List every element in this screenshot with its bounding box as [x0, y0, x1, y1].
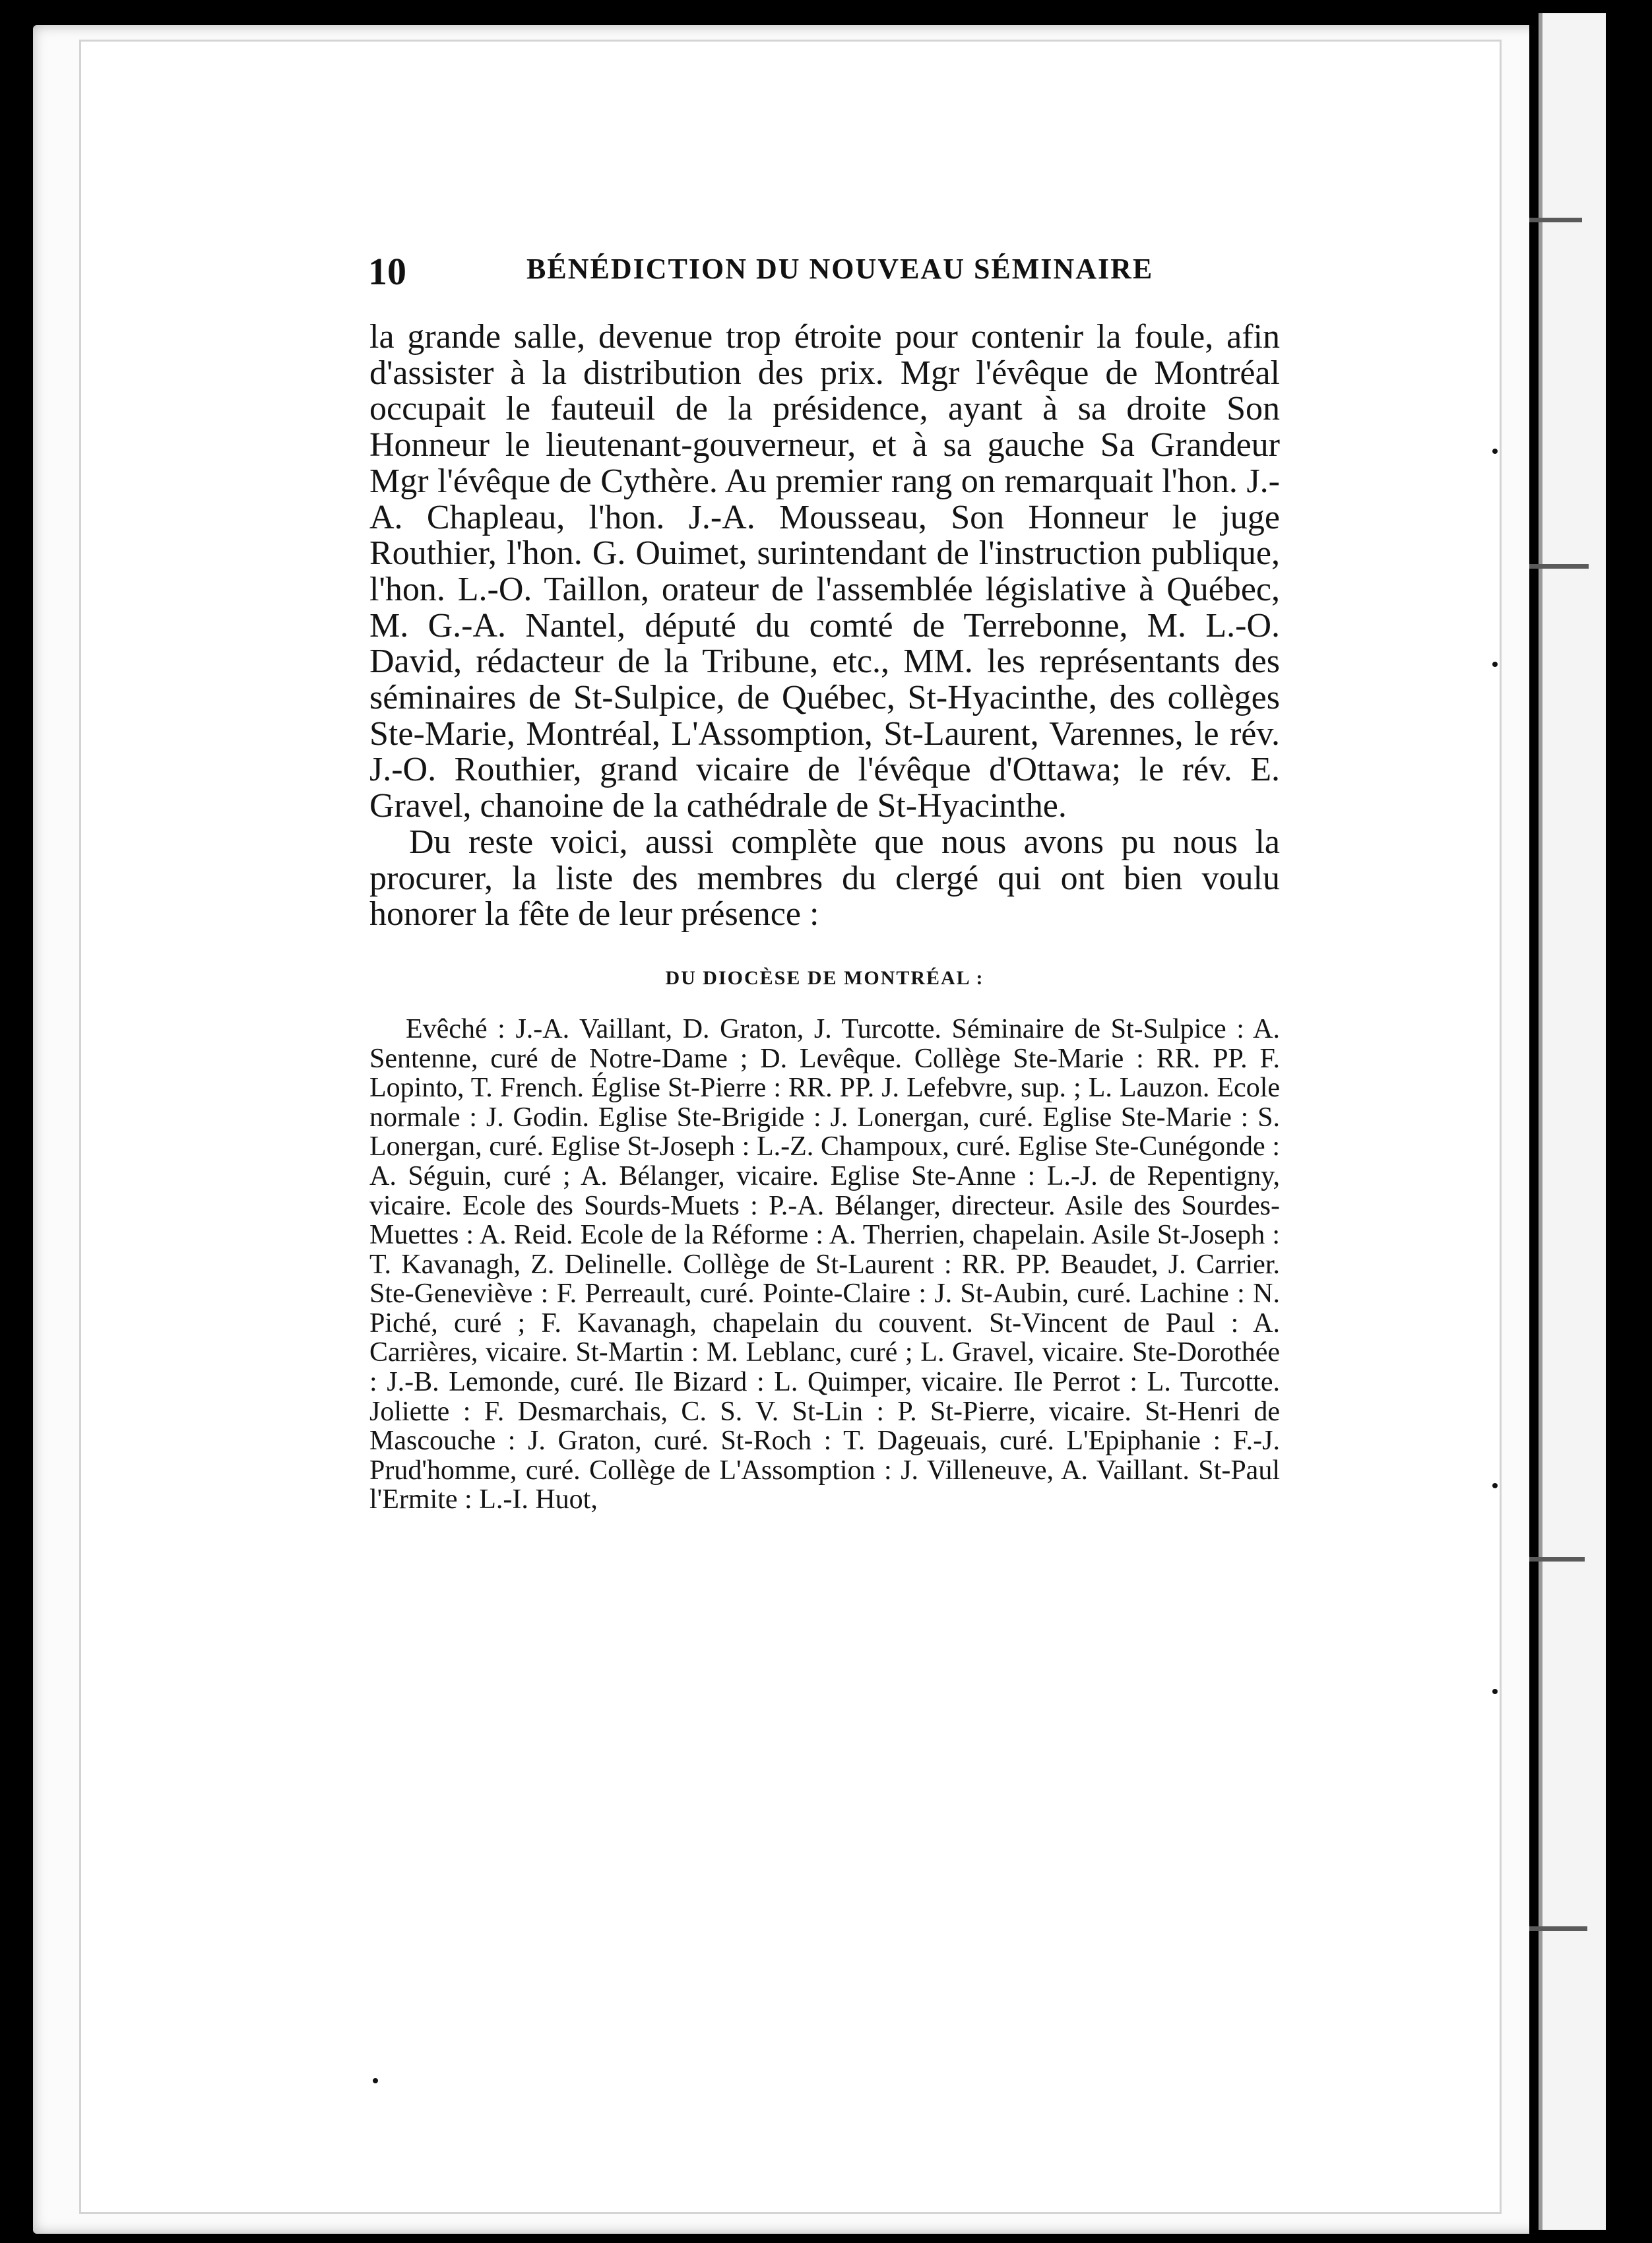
running-head	[368, 249, 1280, 293]
clergy-list: Evêché : J.-A. Vaillant, D. Graton, J. Turcotte. Séminaire de St-Sulpice : A. Sentenne, curé de Notre-Dame ; D. Levêque. Collège Ste-Marie : RR. PP. F. Lopinto, T. French. Église St-Pierre : RR. PP. J. Lefebvre, sup. ; L. Lauzon. Ecole normale : J. Godin. Eglise Ste-Brigide : J. Lonergan, curé. Eglise Ste-Marie : S. Lonergan, curé. Eglise St-Joseph : L.-Z. Champoux, curé. Eglise Ste-Cunégonde : A. Séguin, curé ; A. Bélanger, vicaire. Eglise Ste-Anne : L.-J. de Repentigny, vicaire. Ecole des Sourds-Muets : P.-A. Bélanger, directeur. Asile des Sourdes-Muettes : A. Reid. Ecole de la Réforme : A. Therrien, chapelain. Asile St-Joseph : T. Kavanagh, Z. Delinelle. Collège de St-Laurent : RR. PP. Beaudet, J. Carrier. Ste-Geneviève : F. Perreault, curé. Pointe-Claire : J. St-Aubin, curé. Lachine : N. Piché, curé ; F. Kavanagh, chapelain du couvent. St-Vincent de Paul : A. Carrières, vicaire. St-Martin : M. Leblanc, curé ; L. Gravel, vicaire. Ste-Dorothée : J.-B. Lemonde, curé. Ile Bizard : L. Quimper, vicaire. Ile Perrot : L. Turcotte. Joliette : F. Desmarchais, C. S. V. St-Lin : P. St-Pierre, vicaire. St-Henri de Mascouche : J. Graton, curé. St-Roch : T. Dageuais, curé. L'Epiphanie : F.-J. Prud'homme, curé. Collège de L'Assomption : J. Villeneuve, A. Vaillant. St-Paul l'Ermite : L.-I. Huot,	[369, 1013, 1280, 1515]
page-number: 10	[368, 250, 406, 293]
paragraph: la grande salle, devenue trop étroite pour contenir la foule, afin d'assister à la distribution des prix. Mgr l'évêque de Montréal occupait le fauteuil de la présidence, ayant à sa droite Son Honneur le lieutenant-gouverneur, et à sa gauche Sa Grandeur Mgr l'évêque de Cythère. Au premier rang on remarquait l'hon. J.-A. Chapleau, l'hon. J.-A. Mousseau, Son Honneur le juge Routhier, l'hon. G. Ouimet, surintendant de l'instruction publique, l'hon. L.-O. Taillon, orateur de l'assemblée législative à Québec, M. G.-A. Nantel, député du comté de Terrebonne, M. L.-O. David, rédacteur de la Tribune, etc., MM. les représentants des séminaires de St-Sulpice, de Québec, St-Hyacinthe, des collèges Ste-Marie, Montréal, L'Assomption, St-Laurent, Varennes, le rév. J.-O. Routhier, grand vicaire de l'évêque d'Ottawa; le rév. E. Gravel, chanoine de la cathédrale de St-Hyacinthe.	[369, 318, 1280, 825]
scan-speck	[1492, 1483, 1498, 1488]
gutter-mark	[1529, 218, 1582, 222]
scan-speck	[373, 2078, 378, 2083]
paragraph: Du reste voici, aussi complète que nous avons pu nous la procurer, la liste des membres du clergé qui ont bien voulu honorer la fête de leur présence :	[369, 823, 1280, 933]
scan-speck	[1492, 1689, 1498, 1694]
section-heading: DU DIOCÈSE DE MONTRÉAL :	[665, 966, 984, 989]
gutter-mark	[1529, 1926, 1587, 1931]
body-text	[369, 319, 1280, 1515]
scan-speck	[1492, 662, 1498, 667]
gutter-mark	[1529, 1557, 1585, 1562]
scan-speck	[1492, 449, 1498, 454]
facing-page-edge	[1539, 13, 1606, 2230]
page-header: BÉNÉDICTION DU NOUVEAU SÉMINAIRE	[526, 253, 1154, 285]
book-gutter	[1529, 0, 1652, 2243]
gutter-mark	[1529, 564, 1589, 569]
